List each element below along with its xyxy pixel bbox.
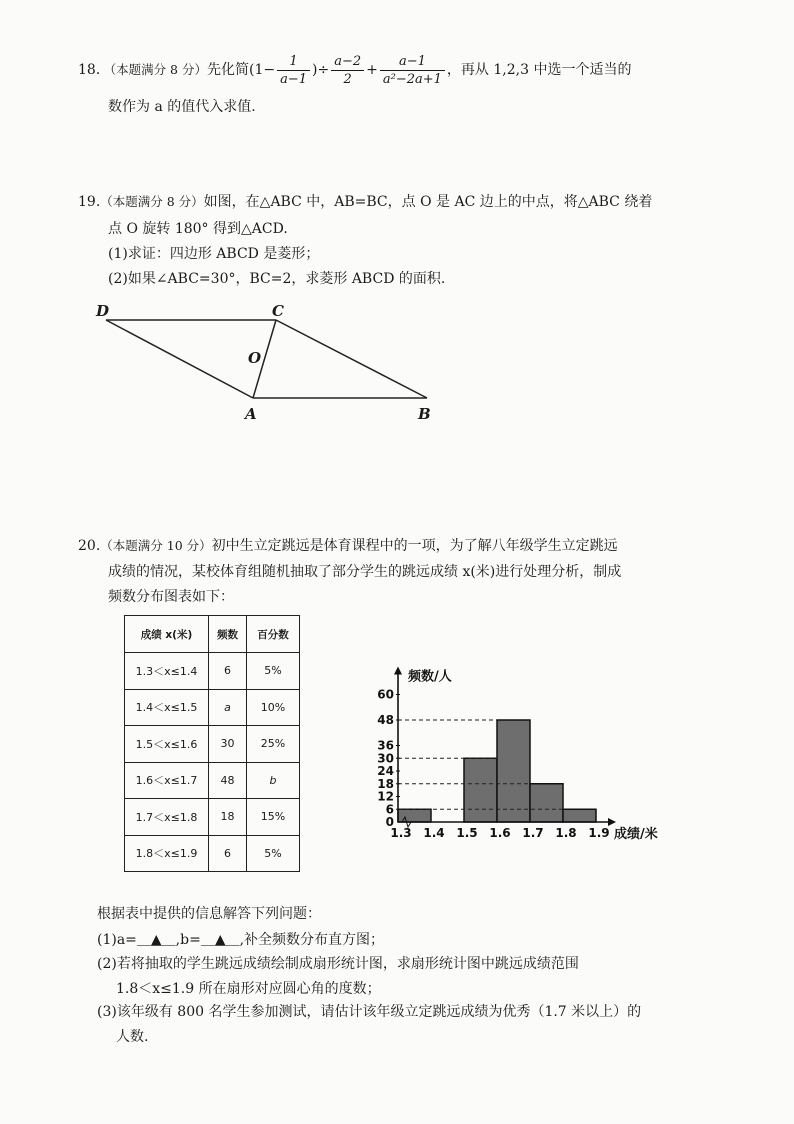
table-cell: 10% [247,689,300,726]
frequency-histogram [350,655,700,845]
table-cell: 18 [209,799,247,836]
q18-line1 [78,52,631,88]
table-cell: 48 [209,762,247,799]
label-d: D [96,302,110,320]
q18-expr-close: )÷ [312,62,330,78]
table-cell: 1.4＜x≤1.5 [125,689,209,726]
q20-part3b: 人数. [116,1029,149,1045]
table-row [125,835,300,872]
q20-score: （本题满分 10 分） [100,538,212,553]
q18-tail: ，再从 1,2,3 中选一个适当的 [446,62,632,78]
q19-line2: 点 O 旋转 180° 得到△ACD. [108,221,288,237]
q18-expr-open: (1− [248,62,276,78]
table-row [125,799,300,836]
table-cell: 5% [247,835,300,872]
table-cell: 30 [209,726,247,763]
x-tick-label: 1.5 [456,826,478,840]
q19-score: （本题满分 8 分） [100,194,204,209]
table-header: 成绩 x(米) [125,616,209,653]
table-cell: a [209,689,247,726]
y-axis-arrow [394,667,402,675]
q20-line3: 频数分布图表如下： [108,589,234,605]
q19-text-1: 如图，在△ABC 中，AB=BC，点 O 是 AC 边上的中点，将△ABC 绕着 [203,194,653,210]
y-tick-label: 6 [385,802,394,817]
q18-line2: 数作为 a 的值代入求值. [108,99,256,115]
x-tick-label: 1.6 [489,826,511,840]
x-tick-label: 1.4 [423,826,445,840]
x-axis-arrow [608,818,616,826]
segment-da [106,320,253,398]
q19-part1: (1)求证：四边形 ABCD 是菱形； [108,246,320,262]
q18-lead: 先化简 [206,62,249,78]
q20-part3a: (3)该年级有 800 名学生参加测试，请估计该年级立定跳远成绩为优秀（1.7 米以上）的 [97,1004,642,1020]
q18-fraction-3: $\frac{a-1}{\text{a²−2a+1}}$ [380,53,445,88]
x-axis-title: 成绩/米 [614,827,658,842]
table-cell: 6 [209,653,247,690]
table-cell: 1.7＜x≤1.8 [125,799,209,836]
histogram-bar [530,784,563,822]
y-axis-title: 频数/人 [408,669,452,685]
y-tick-label: 48 [377,713,394,727]
q19-number: 19. [78,194,101,210]
q20-part2a: (2)若将抽取的学生跳远成绩绘制成扇形统计图，求扇形统计图中跳远成绩范围 [97,956,579,972]
q20-line1 [78,535,618,555]
y-tick-label: 60 [377,687,394,702]
q20-prompt: 根据表中提供的信息解答下列问题： [97,906,321,922]
y-tick-label: 24 [377,764,394,778]
y-tick-label: 12 [377,789,394,804]
q19-part2: (2)如果∠ABC=30°，BC=2，求菱形 ABCD 的面积. [108,271,446,287]
segment-cb [276,320,427,398]
x-tick-label: 1.8 [555,826,577,840]
q20-part2b: 1.8＜x≤1.9 所在扇形对应圆心角的度数； [116,981,381,997]
table-cell: 1.3＜x≤1.4 [125,653,209,690]
table-cell: b [247,762,300,799]
table-row [125,762,300,799]
q18-score: （本题满分 8 分） [109,62,207,77]
label-a: A [245,405,257,423]
table-cell: 6 [209,835,247,872]
table-header: 频数 [209,616,247,653]
table-cell: 1.6＜x≤1.7 [125,762,209,799]
q20-number: 20. [78,538,101,554]
q18-fraction-2: $\frac{a-2}{2}$ [331,53,364,88]
label-c: C [272,302,284,320]
label-b: B [418,405,431,423]
histogram-bar [497,720,530,822]
table-cell: 25% [247,726,300,763]
q20-line2: 成绩的情况，某校体育组随机抽取了部分学生的跳远成绩 x(米)进行处理分析，制成 [108,564,622,580]
rhombus-figure [90,296,450,426]
frequency-table [124,615,300,872]
histogram-bar [563,809,596,822]
q20-text-1: 初中生立定跳远是体育课程中的一项，为了解八年级学生立定跳远 [211,538,618,554]
table-row [125,653,300,690]
table-header-row [125,616,300,653]
x-tick-label: 1.3 [390,826,412,840]
y-tick-label: 0 [385,815,394,829]
label-o: O [248,349,262,367]
q18-fraction-1: $\frac{1}{a-1}$ [277,53,310,88]
table-row [125,689,300,726]
table-cell: 15% [247,799,300,836]
q18-plus: + [366,62,378,78]
q19-line1 [78,191,652,211]
table-header: 百分数 [247,616,300,653]
table-cell: 1.5＜x≤1.6 [125,726,209,763]
table-row [125,726,300,763]
y-tick-label: 30 [377,751,394,766]
q20-part1: (1)a=＿▲＿,b=＿▲＿,补全频数分布直方图； [97,932,385,948]
x-tick-label: 1.7 [522,826,544,840]
q18-number: 18． [78,62,110,78]
table-cell: 5% [247,653,300,690]
y-tick-label: 36 [377,738,394,753]
table-cell: 1.8＜x≤1.9 [125,835,209,872]
y-tick-label: 18 [377,776,394,791]
histogram-bar [464,758,497,822]
x-tick-label: 1.9 [588,826,610,840]
